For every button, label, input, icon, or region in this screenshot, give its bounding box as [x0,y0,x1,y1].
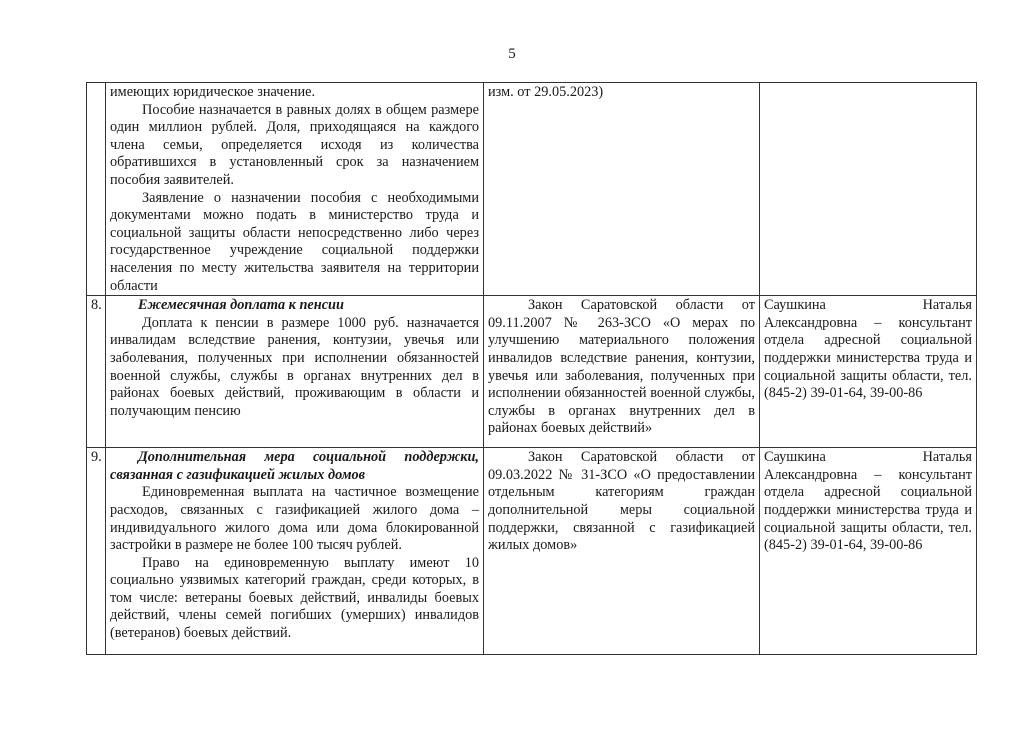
contact-person [760,448,977,655]
measure-title: Ежемесячная доплата к пенсии [138,297,344,314]
legal-basis [484,448,760,655]
contact-person [760,83,977,296]
measures-table [86,82,977,655]
measure-title: Дополнительная мера социальной поддержки, связанная с газификацией жилых домов [110,449,479,483]
row-number: 8. [87,296,106,448]
contact-person [760,296,977,448]
row-number [87,83,106,296]
legal-basis-text: изм. от 29.05.2023) [488,84,604,100]
legal-basis-text: Закон Саратовской области от 09.11.2007 № 263-ЗСО «О мерах по улучшению материального положения инвалидов вследствие ранения, контузии, увечья или заболевания, полученных при исполнении обязанностей военной службы, службы в органах внутренних дел в районах боевых действий» [488,297,755,437]
description-paragraph: Единовременная выплата на частичное возмещение расходов, связанных с газификацией жилого дома – индивидуального жилого дома или дома блокированной застройки в размере не более 100 тысяч рублей. [110,484,479,554]
legal-basis [484,83,760,296]
description-paragraph: Заявление о назначении пособия с необходимыми документами можно подать в министерство труда и социальной защиты области непосредственно либо через государственное учреждение социальной поддержки населения по месту жительства заявителя на территории области [110,189,479,294]
measure-description [106,448,484,655]
legal-basis [484,296,760,448]
description-paragraph: имеющих юридическое значение. [110,84,316,100]
contact-text: Саушкина Наталья Александровна – консультант отдела адресной социальной поддержки министерства труда и социальной защиты области, тел.(845-2) 39-01-64, 39-00-86 [764,449,972,554]
description-paragraph: Пособие назначается в равных долях в общем размере один миллион рублей. Доля, приходящаяся на каждого члена семьи, определяется исходя из количества обратившихся в установленный срок за назначением пособия заявителей. [110,101,479,188]
description-paragraph: Доплата к пенсии в размере 1000 руб. назначается инвалидам вследствие ранения, контузии, увечья или заболевания, полученных при исполнении обязанностей военной службы, службы в органах внутренних дел в районах боевых действий, проживающим в области и получающим пенсию [110,314,479,419]
page-number: 5 [508,46,516,62]
table-row [87,448,977,655]
measure-description [106,296,484,448]
table-row [87,83,977,296]
contact-text: Саушкина Наталья Александровна – консультант отдела адресной социальной поддержки министерства труда и социальной защиты области, тел.(845-2) 39-01-64, 39-00-86 [764,297,972,402]
description-paragraph: Право на единовременную выплату имеют 10 социально уязвимых категорий граждан, среди которых, в том числе: ветераны боевых действий, инвалиды боевых действий, члены семей погибших (умерших) инвалидов (ветеранов) боевых действий. [110,554,479,642]
row-number: 9. [87,448,106,655]
table-row [87,296,977,448]
legal-basis-text: Закон Саратовской области от 09.03.2022 № 31-ЗСО «О предоставлении отдельным категориям граждан дополнительной меры социальной поддержки, связанной с газификацией жилых домов» [488,449,755,554]
measure-description [106,83,484,296]
